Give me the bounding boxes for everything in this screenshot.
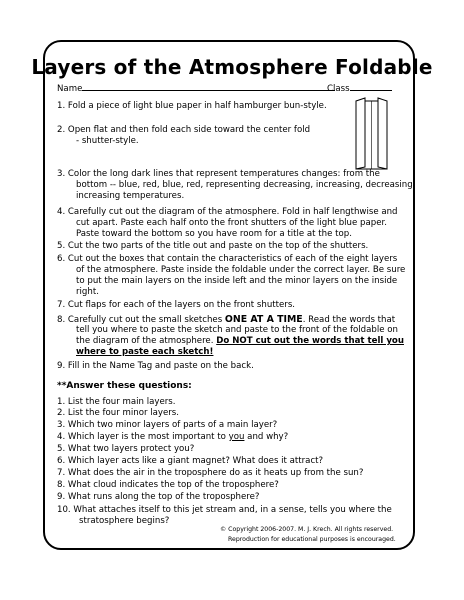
class-blank[interactable]	[350, 81, 392, 91]
question-5: 5. What two layers protect you?	[57, 444, 195, 454]
question-4-text: and why?	[244, 432, 289, 442]
step-8-warning-cont: where to paste each sketch!	[76, 347, 214, 357]
question-2: 2. List the four minor layers.	[57, 408, 180, 418]
step-8-cont: tell you where to paste the sketch and paste to the front of the foldable on	[76, 325, 398, 335]
step-3-cont: bottom -- blue, red, blue, red, representing decreasing, increasing, decreasing,	[76, 180, 416, 190]
question-1: 1. List the four main layers.	[57, 397, 176, 407]
step-8-text: 8. Carefully cut out the small sketches	[57, 315, 225, 325]
question-4-text: 4. Which layer is the most important to	[57, 432, 229, 442]
question-10-cont: stratosphere begins?	[79, 516, 170, 526]
name-blank[interactable]	[82, 81, 335, 91]
copyright-line: © Copyright 2006-2007. M. J. Krech. All rights reserved.	[220, 526, 394, 533]
step-3: 3. Color the long dark lines that represent temperatures changes: from the	[57, 169, 380, 179]
step-6: 6. Cut out the boxes that contain the characteristics of each of the eight layers	[57, 254, 398, 264]
question-10: 10. What attaches itself to this jet stream and, in a sense, tells you where the	[57, 505, 392, 515]
question-4	[57, 432, 288, 443]
question-6: 6. Which layer acts like a giant magnet? What does it attract?	[57, 456, 324, 466]
step-7: 7. Cut flaps for each of the layers on the front shutters.	[57, 300, 296, 310]
step-6-cont: right.	[76, 287, 99, 297]
name-line	[57, 81, 335, 95]
step-9: 9. Fill in the Name Tag and paste on the back.	[57, 361, 254, 371]
step-5: 5. Cut the two parts of the title out and paste on the top of the shutters.	[57, 241, 369, 251]
step-1: 1. Fold a piece of light blue paper in half hamburger bun-style.	[57, 101, 327, 111]
step-4: 4. Carefully cut out the diagram of the atmosphere. Fold in half lengthwise and	[57, 207, 398, 217]
step-8-cont	[76, 336, 404, 347]
class-label: Class	[327, 84, 350, 94]
question-4-emphasis: you	[228, 432, 245, 442]
step-8-emphasis: ONE AT A TIME	[224, 314, 303, 325]
step-6-cont: to put the main layers on the inside left and the minor layers on the inside	[76, 276, 398, 286]
step-8-text: the diagram of the atmosphere.	[76, 336, 217, 346]
question-3: 3. Which two minor layers of parts of a main layer?	[57, 420, 278, 430]
reproduction-note: Reproduction for educational purposes is encouraged.	[228, 536, 396, 543]
question-8: 8. What cloud indicates the top of the troposphere?	[57, 480, 279, 490]
step-2: 2. Open flat and then fold each side toward the center fold	[57, 125, 311, 135]
step-2-cont: - shutter-style.	[76, 136, 139, 146]
step-8-warning: Do NOT cut out the words that tell you	[216, 336, 404, 346]
step-8-text: . Read the words that	[302, 315, 396, 325]
question-9: 9. What runs along the top of the troposphere?	[57, 492, 260, 502]
step-6-cont: of the atmosphere. Paste inside the foldable under the correct layer. Be sure	[76, 265, 406, 275]
worksheet-title: Layers of the Atmosphere Foldable	[31, 55, 433, 79]
question-7: 7. What does the air in the troposphere do as it heats up from the sun?	[57, 468, 364, 478]
step-4-cont: cut apart. Paste each half onto the front shutters of the light blue paper.	[76, 218, 387, 228]
step-3-cont: increasing temperatures.	[76, 191, 185, 201]
foldable-diagram	[355, 97, 388, 171]
answer-header: **Answer these questions:	[57, 381, 192, 391]
class-line	[327, 81, 392, 95]
name-label: Name	[57, 84, 83, 94]
step-4-cont: Paste toward the bottom so you have room for a title at the top.	[76, 229, 352, 239]
